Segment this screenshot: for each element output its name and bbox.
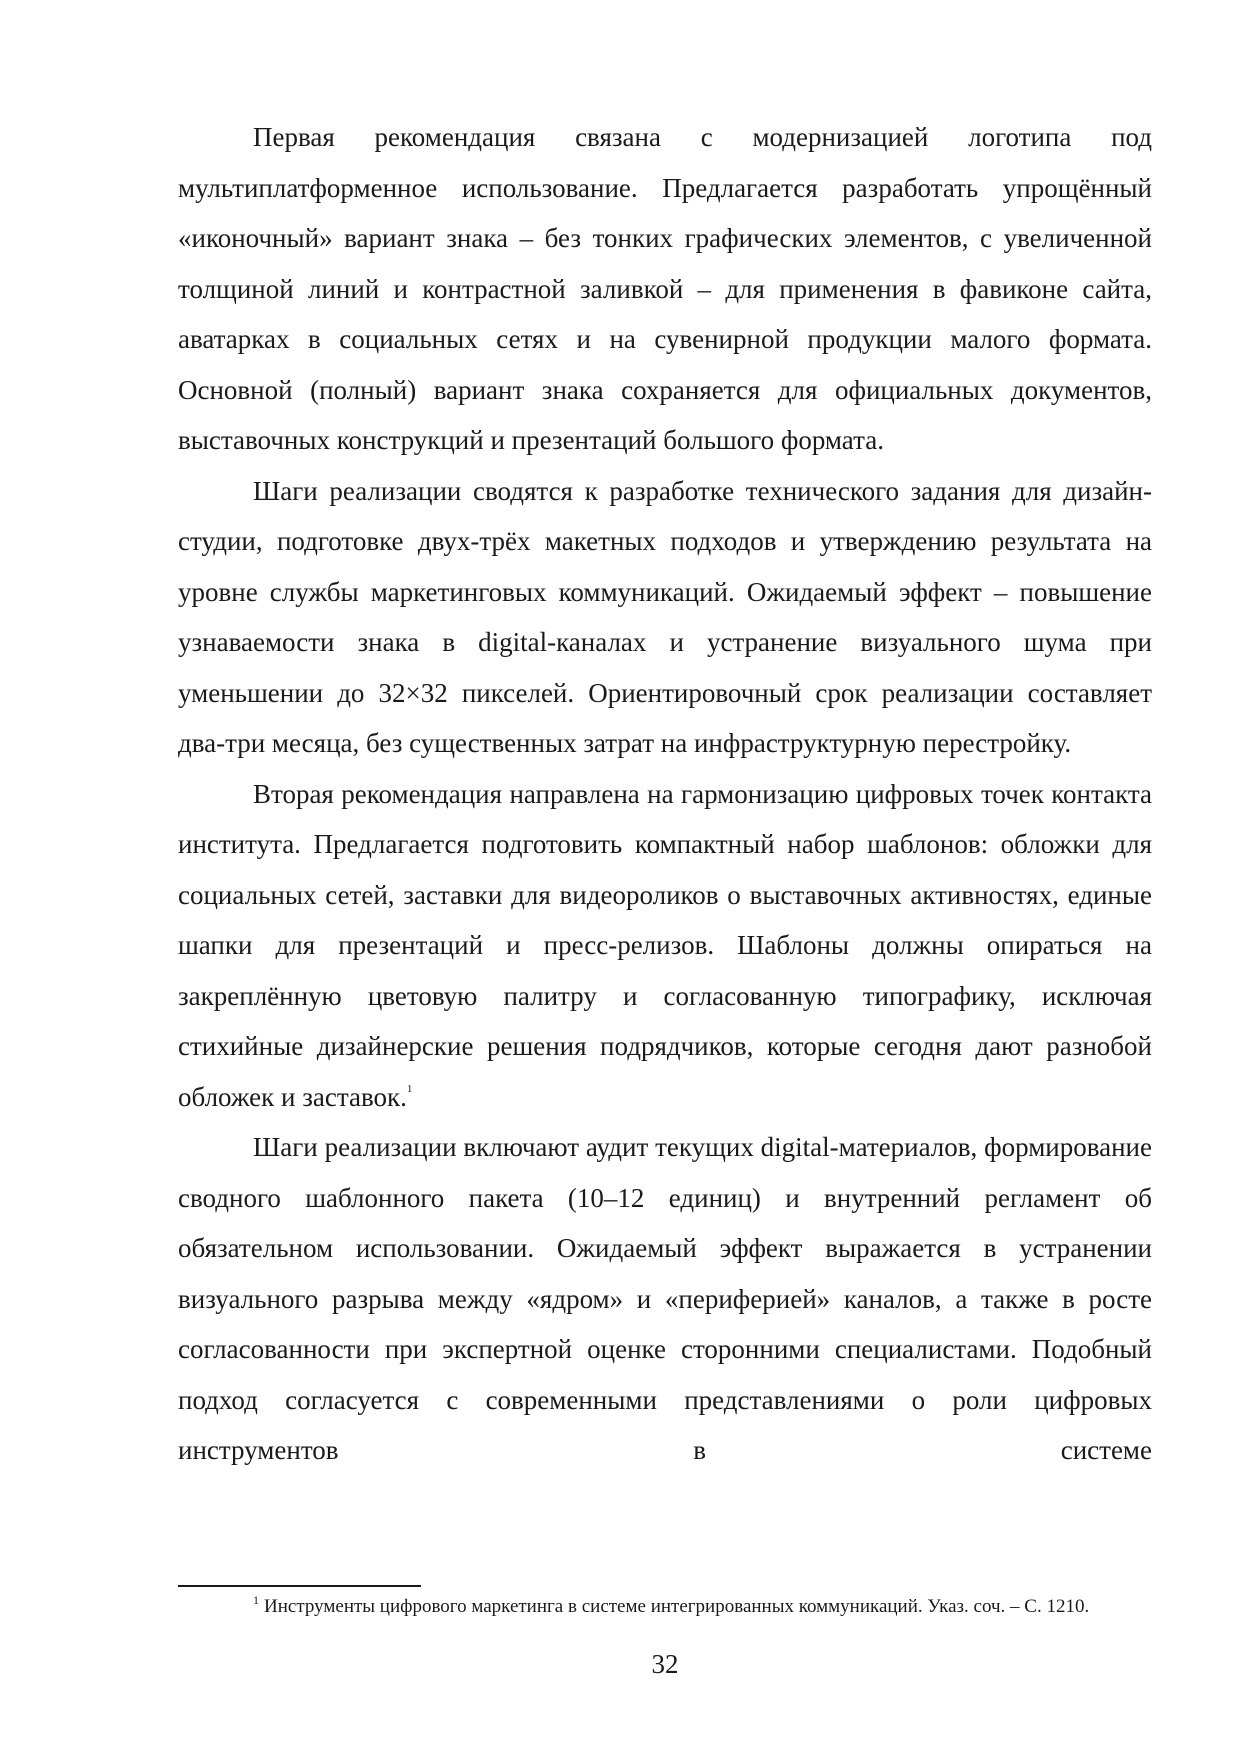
paragraph-digital-recommendation-text: Вторая рекомендация направлена на гармонизацию цифровых точек контакта института. Предлагается подготовить компактный набор шаблонов: обложки для социальных сетей, заставки для видеороликов о выставочных активностях, единые шапки для презентаций и пресс-релизов. Шаблоны должны опираться на закреплённую цветовую палитру и согласованную типографику, исключая стихийные дизайнерские решения подрядчиков, которые сегодня дают разнобой обложек и заставок. [178, 778, 1152, 1112]
paragraph-digital-recommendation [178, 769, 1152, 1123]
footnote-text: Инструменты цифрового маркетинга в системе интегрированных коммуникаций. Указ. соч. – С. 1210. [264, 1596, 1090, 1617]
footnote-mark: 1 [253, 1593, 259, 1607]
footnote-separator [178, 1585, 421, 1587]
paragraph-digital-steps: Шаги реализации включают аудит текущих digital-материалов, формирование сводного шаблонного пакета (10–12 единиц) и внутренний регламент об обязательном использовании. Ожидаемый эффект выражается в устранении визуального разрыва между «ядром» и «периферией» каналов, а также в росте согласованности при экспертной оценке сторонними специалистами. Подобный подход согласуется с современными представлениями о роли цифровых инструментов в системе [178, 1132, 1152, 1465]
paragraph-logo-steps: Шаги реализации сводятся к разработке технического задания для дизайн-студии, подготовке двух-трёх макетных подходов и утверждению результата на уровне службы маркетинговых коммуникаций. Ожидаемый эффект – повышение узнаваемости знака в digital-каналах и устранение визуального шума при уменьшении до 32×32 пикселей. Ориентировочный срок реализации составляет два-три месяца, без существенных затрат на инфраструктурную перестройку. [178, 475, 1152, 758]
footnote [178, 1592, 1152, 1621]
footnote-reference[interactable]: 1 [406, 1082, 413, 1095]
paragraph-logo-recommendation: Первая рекомендация связана с модернизацией логотипа под мультиплатформенное использование. Предлагается разработать упрощённый «иконочный» вариант знака – без тонких графических элементов, с увеличенной толщиной линий и контрастной заливкой – для применения в фавиконе сайта, аватарках в социальных сетях и на сувенирной продукции малого формата. Основной (полный) вариант знака сохраняется для официальных документов, выставочных конструкций и презентаций большого формата. [178, 122, 1152, 455]
page-number: 32 [651, 1649, 679, 1679]
document-body [178, 112, 1152, 1476]
